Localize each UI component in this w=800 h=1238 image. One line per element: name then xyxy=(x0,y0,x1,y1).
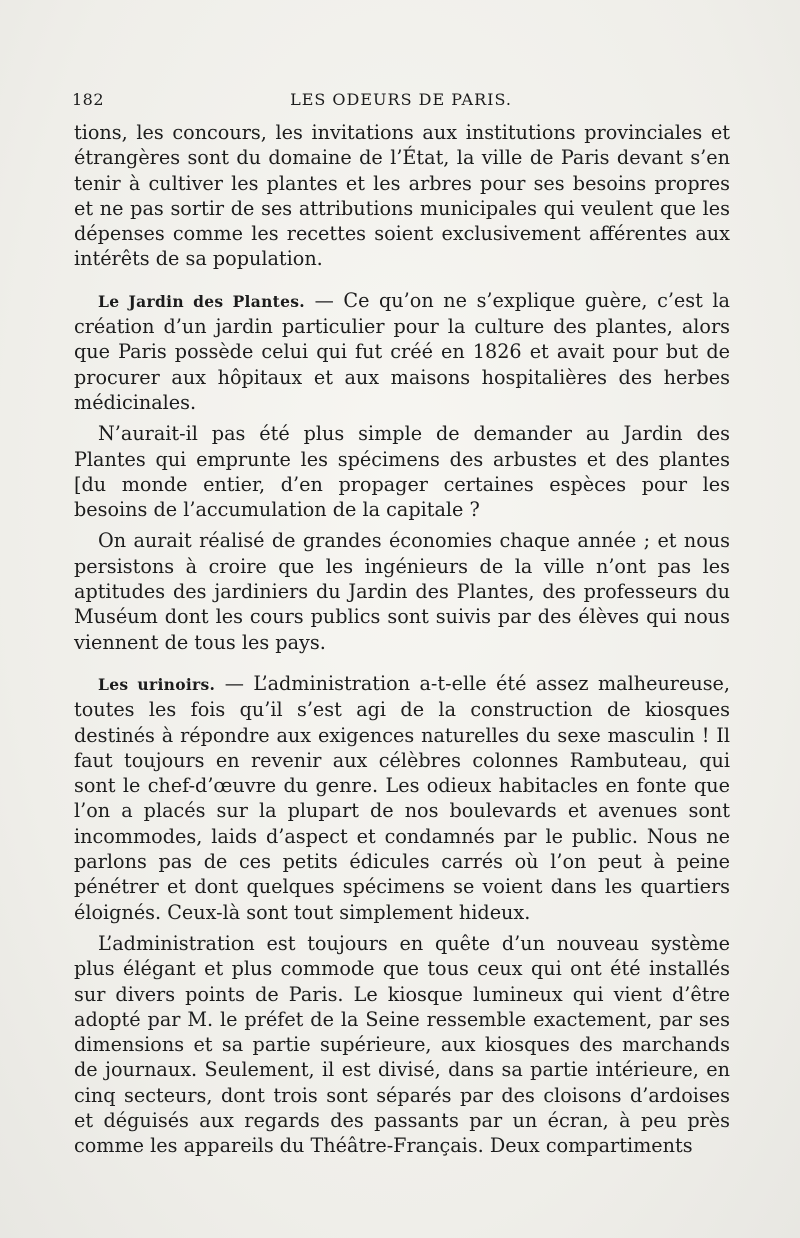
section-heading-urinoirs: Les urinoirs. xyxy=(98,674,216,694)
paragraph-text: — L’administration a-t-elle été assez malheureuse, toutes les fois qu’il s’est agi de la construction de kiosques destinés à répondre aux exigences naturelles du sexe masculin ! Il faut toujours en revenir aux célèbres colonnes Rambuteau, qui sont le chef-d’œuvre du genre. Les odieux habitacles en fonte que l’on a placés sur la plupart de nos boulevards et avenues sont incommodes, laids d’aspect et condamnés par le public. Nous ne parlons pas de ces petits édicules carrés où l’on peut à peine pénétrer et dont quelques spécimens se voient dans les quartiers éloignés. Ceux-là sont tout simplement hideux. xyxy=(74,671,730,924)
paragraph-text: On aurait réalisé de grandes économies chaque année ; et nous persistons à croire que les ingénieurs de la ville n’ont pas les aptitudes des jardiniers du Jardin des Plantes, des professeurs du Muséum dont les cours publics sont suivis par des élèves qui nous viennent de tous les pays. xyxy=(74,529,730,654)
paragraph-continuation xyxy=(74,120,730,272)
paragraph-text: — Ce qu’on ne s’explique guère, c’est la création d’un jardin particulier pour la culture des plantes, alors que Paris possède celui qui fut créé en 1826 et avait pour but de procurer aux hôpitaux et aux maisons hospitalières des herbes médicinales. xyxy=(74,288,730,414)
running-title: LES ODEURS DE PARIS. xyxy=(290,90,512,109)
paragraph-urinoirs xyxy=(74,671,730,925)
body-text xyxy=(74,120,730,1159)
paragraph-text: tions, les concours, les invitations aux institutions provinciales et étrangères sont du domaine de l’État, la ville de Paris devant s’en tenir à cultiver les plantes et les arbres pour ses besoins propres et ne pas sortir de ses attributions municipales qui veulent que les dépenses comme les recettes soient exclusivement afférentes aux intérêts de sa population. xyxy=(74,121,730,271)
paragraph-jardin-des-plantes xyxy=(74,288,730,415)
paragraph-jardin-question xyxy=(74,421,730,522)
running-header xyxy=(72,90,730,114)
page-number: 182 xyxy=(72,90,105,109)
paragraph-economies xyxy=(74,528,730,654)
paragraph-text: N’aurait-il pas été plus simple de demander au Jardin des Plantes qui emprunte les spécimens des arbustes et des plantes [du monde entier, d’en propager certaines espèces pour les besoins de l’accumulation de la capitale ? xyxy=(74,422,730,522)
paragraph-kiosque xyxy=(74,931,730,1159)
paragraph-text: L’administration est toujours en quête d’un nouveau système plus élégant et plus commode que tous ceux qui ont été installés sur divers points de Paris. Le kiosque lumineux qui vient d’être adopté par M. le préfet de la Seine ressemble exactement, par ses dimensions et sa partie supérieure, aux kiosques des marchands de journaux. Seulement, il est divisé, dans sa partie intérieure, en cinq secteurs, dont trois sont séparés par des cloisons d’ardoises et déguisés aux regards des passants par un écran, à peu près comme les appareils du Théâtre-Français. Deux compartiments xyxy=(74,931,730,1158)
section-heading-jardin: Le Jardin des Plantes. xyxy=(98,291,306,311)
